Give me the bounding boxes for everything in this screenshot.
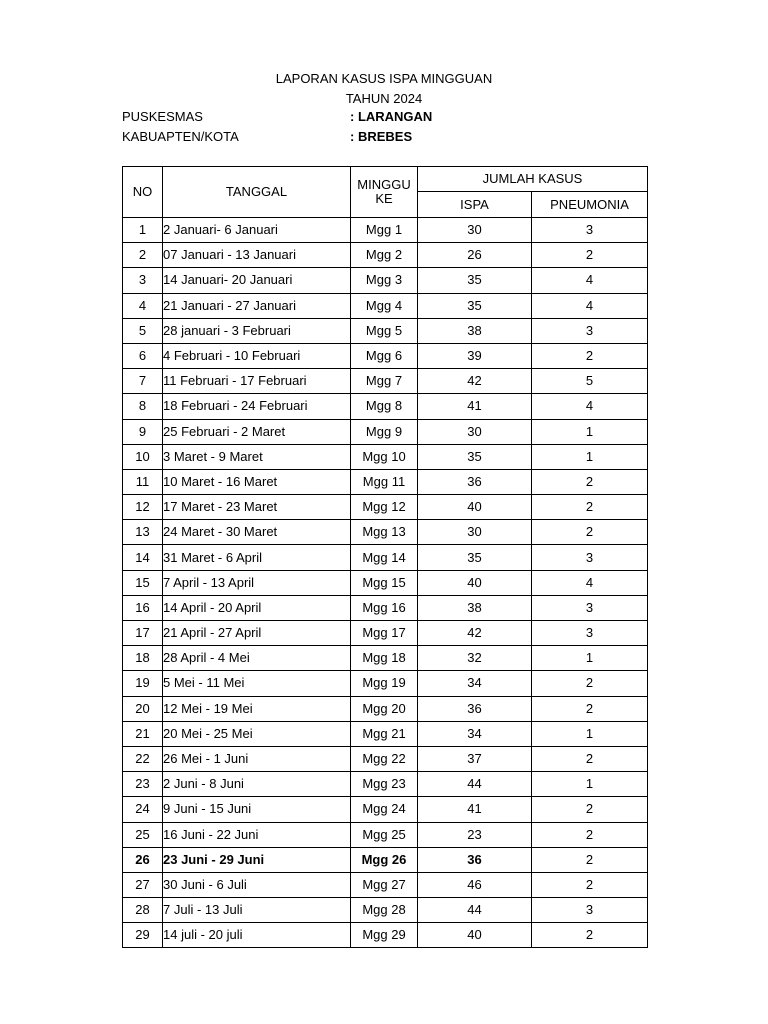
cell-minggu: Mgg 11 [351, 469, 418, 494]
cell-ispa: 36 [418, 696, 532, 721]
cell-pneumonia: 2 [532, 746, 648, 771]
cell-ispa: 36 [418, 847, 532, 872]
cell-ispa: 30 [418, 419, 532, 444]
cell-no: 23 [123, 772, 163, 797]
cell-minggu: Mgg 26 [351, 847, 418, 872]
cell-minggu: Mgg 25 [351, 822, 418, 847]
table-row [123, 923, 648, 948]
cell-minggu: Mgg 7 [351, 369, 418, 394]
cell-no: 17 [123, 621, 163, 646]
header-no: NO [123, 167, 163, 218]
cell-ispa: 34 [418, 721, 532, 746]
cell-ispa: 35 [418, 268, 532, 293]
cell-ispa: 35 [418, 545, 532, 570]
cell-pneumonia: 1 [532, 646, 648, 671]
cell-minggu: Mgg 20 [351, 696, 418, 721]
cell-pneumonia: 2 [532, 469, 648, 494]
cell-no: 24 [123, 797, 163, 822]
cell-no: 11 [123, 469, 163, 494]
table-row [123, 419, 648, 444]
cell-pneumonia: 2 [532, 797, 648, 822]
cell-tanggal: 2 Januari- 6 Januari [163, 218, 351, 243]
cell-ispa: 32 [418, 646, 532, 671]
table-row [123, 772, 648, 797]
cell-minggu: Mgg 9 [351, 419, 418, 444]
table-row [123, 898, 648, 923]
cell-ispa: 37 [418, 746, 532, 771]
cell-no: 7 [123, 369, 163, 394]
header-pneumonia: PNEUMONIA [532, 192, 648, 218]
cell-minggu: Mgg 15 [351, 570, 418, 595]
cell-ispa: 40 [418, 923, 532, 948]
cell-ispa: 34 [418, 671, 532, 696]
cell-tanggal: 21 Januari - 27 Januari [163, 293, 351, 318]
cell-no: 3 [123, 268, 163, 293]
cell-minggu: Mgg 23 [351, 772, 418, 797]
puskesmas-value: : LARANGAN [350, 109, 433, 124]
cell-no: 28 [123, 898, 163, 923]
cell-tanggal: 31 Maret - 6 April [163, 545, 351, 570]
report-title: LAPORAN KASUS ISPA MINGGUAN [275, 71, 493, 86]
cell-pneumonia: 4 [532, 268, 648, 293]
cell-tanggal: 4 Februari - 10 Februari [163, 343, 351, 368]
table-row [123, 746, 648, 771]
cell-minggu: Mgg 13 [351, 520, 418, 545]
cell-minggu: Mgg 27 [351, 872, 418, 897]
cell-minggu: Mgg 1 [351, 218, 418, 243]
cell-no: 12 [123, 495, 163, 520]
cell-no: 2 [123, 243, 163, 268]
table-row [123, 469, 648, 494]
cell-tanggal: 3 Maret - 9 Maret [163, 444, 351, 469]
table-row [123, 595, 648, 620]
cell-minggu: Mgg 22 [351, 746, 418, 771]
table-row [123, 872, 648, 897]
cell-ispa: 36 [418, 469, 532, 494]
cell-tanggal: 25 Februari - 2 Maret [163, 419, 351, 444]
cell-tanggal: 10 Maret - 16 Maret [163, 469, 351, 494]
cell-no: 20 [123, 696, 163, 721]
cell-tanggal: 23 Juni - 29 Juni [163, 847, 351, 872]
cell-tanggal: 30 Juni - 6 Juli [163, 872, 351, 897]
cell-minggu: Mgg 21 [351, 721, 418, 746]
cell-no: 14 [123, 545, 163, 570]
cell-minggu: Mgg 2 [351, 243, 418, 268]
cell-pneumonia: 3 [532, 218, 648, 243]
table-body [123, 218, 648, 948]
cell-no: 10 [123, 444, 163, 469]
cell-pneumonia: 2 [532, 343, 648, 368]
table-row [123, 520, 648, 545]
cell-no: 6 [123, 343, 163, 368]
cell-pneumonia: 1 [532, 444, 648, 469]
cell-no: 27 [123, 872, 163, 897]
cell-ispa: 44 [418, 772, 532, 797]
cell-pneumonia: 2 [532, 696, 648, 721]
cell-no: 22 [123, 746, 163, 771]
cell-minggu: Mgg 17 [351, 621, 418, 646]
cell-no: 9 [123, 419, 163, 444]
table-row [123, 822, 648, 847]
table-row [123, 797, 648, 822]
table-row [123, 495, 648, 520]
header-jumlah-kasus: JUMLAH KASUS [418, 167, 648, 192]
cell-pneumonia: 2 [532, 923, 648, 948]
header-tanggal: TANGGAL [163, 167, 351, 218]
cell-no: 26 [123, 847, 163, 872]
cell-ispa: 41 [418, 394, 532, 419]
cell-ispa: 40 [418, 570, 532, 595]
cell-ispa: 41 [418, 797, 532, 822]
cell-pneumonia: 3 [532, 621, 648, 646]
cell-no: 18 [123, 646, 163, 671]
cell-pneumonia: 1 [532, 721, 648, 746]
cell-tanggal: 17 Maret - 23 Maret [163, 495, 351, 520]
table-row [123, 444, 648, 469]
cell-ispa: 35 [418, 444, 532, 469]
cell-pneumonia: 3 [532, 595, 648, 620]
table-row [123, 343, 648, 368]
cell-no: 29 [123, 923, 163, 948]
cell-pneumonia: 2 [532, 495, 648, 520]
cell-tanggal: 21 April - 27 April [163, 621, 351, 646]
cell-minggu: Mgg 16 [351, 595, 418, 620]
cell-tanggal: 28 April - 4 Mei [163, 646, 351, 671]
table-row [123, 318, 648, 343]
cell-ispa: 40 [418, 495, 532, 520]
cell-pneumonia: 5 [532, 369, 648, 394]
cell-no: 16 [123, 595, 163, 620]
cell-tanggal: 9 Juni - 15 Juni [163, 797, 351, 822]
cell-minggu: Mgg 29 [351, 923, 418, 948]
cell-minggu: Mgg 5 [351, 318, 418, 343]
cell-minggu: Mgg 19 [351, 671, 418, 696]
cell-ispa: 38 [418, 318, 532, 343]
cell-ispa: 44 [418, 898, 532, 923]
cell-tanggal: 12 Mei - 19 Mei [163, 696, 351, 721]
cell-tanggal: 28 januari - 3 Februari [163, 318, 351, 343]
cell-pneumonia: 3 [532, 898, 648, 923]
cell-ispa: 30 [418, 520, 532, 545]
cell-minggu: Mgg 4 [351, 293, 418, 318]
cell-ispa: 26 [418, 243, 532, 268]
cell-pneumonia: 4 [532, 293, 648, 318]
cell-minggu: Mgg 12 [351, 495, 418, 520]
cell-ispa: 30 [418, 218, 532, 243]
cell-tanggal: 18 Februari - 24 Februari [163, 394, 351, 419]
cell-minggu: Mgg 10 [351, 444, 418, 469]
cell-tanggal: 14 April - 20 April [163, 595, 351, 620]
cell-tanggal: 14 juli - 20 juli [163, 923, 351, 948]
table-row [123, 369, 648, 394]
cell-tanggal: 20 Mei - 25 Mei [163, 721, 351, 746]
table-row [123, 394, 648, 419]
cell-tanggal: 14 Januari- 20 Januari [163, 268, 351, 293]
cell-no: 1 [123, 218, 163, 243]
cell-no: 5 [123, 318, 163, 343]
cell-no: 4 [123, 293, 163, 318]
cell-pneumonia: 2 [532, 872, 648, 897]
table-row [123, 545, 648, 570]
puskesmas-label: PUSKESMAS [122, 109, 203, 124]
cell-tanggal: 11 Februari - 17 Februari [163, 369, 351, 394]
cell-pneumonia: 2 [532, 243, 648, 268]
table-row [123, 570, 648, 595]
cell-no: 19 [123, 671, 163, 696]
table-row [123, 218, 648, 243]
report-year: TAHUN 2024 [345, 91, 423, 106]
cell-minggu: Mgg 8 [351, 394, 418, 419]
header-ispa: ISPA [418, 192, 532, 218]
table-row [123, 293, 648, 318]
cell-tanggal: 7 Juli - 13 Juli [163, 898, 351, 923]
cell-no: 25 [123, 822, 163, 847]
kabupaten-label: KABUAPTEN/KOTA [122, 129, 239, 144]
table-row [123, 721, 648, 746]
cell-no: 13 [123, 520, 163, 545]
cell-tanggal: 26 Mei - 1 Juni [163, 746, 351, 771]
kabupaten-value: : BREBES [350, 129, 413, 144]
cell-tanggal: 5 Mei - 11 Mei [163, 671, 351, 696]
table-row [123, 243, 648, 268]
cell-tanggal: 16 Juni - 22 Juni [163, 822, 351, 847]
ispa-case-table [122, 166, 648, 948]
cell-tanggal: 7 April - 13 April [163, 570, 351, 595]
cell-tanggal: 24 Maret - 30 Maret [163, 520, 351, 545]
cell-tanggal: 07 Januari - 13 Januari [163, 243, 351, 268]
table-row [123, 268, 648, 293]
header-minggu-ke: MINGGU KE [351, 167, 418, 218]
cell-minggu: Mgg 3 [351, 268, 418, 293]
cell-pneumonia: 1 [532, 419, 648, 444]
cell-tanggal: 2 Juni - 8 Juni [163, 772, 351, 797]
cell-no: 8 [123, 394, 163, 419]
cell-minggu: Mgg 24 [351, 797, 418, 822]
cell-ispa: 42 [418, 621, 532, 646]
cell-ispa: 38 [418, 595, 532, 620]
cell-ispa: 46 [418, 872, 532, 897]
cell-ispa: 23 [418, 822, 532, 847]
cell-no: 21 [123, 721, 163, 746]
cell-pneumonia: 2 [532, 671, 648, 696]
cell-pneumonia: 2 [532, 520, 648, 545]
cell-pneumonia: 4 [532, 570, 648, 595]
table-row [123, 696, 648, 721]
cell-pneumonia: 2 [532, 822, 648, 847]
cell-ispa: 39 [418, 343, 532, 368]
cell-pneumonia: 1 [532, 772, 648, 797]
cell-ispa: 42 [418, 369, 532, 394]
table-row [123, 671, 648, 696]
cell-pneumonia: 3 [532, 545, 648, 570]
cell-minggu: Mgg 18 [351, 646, 418, 671]
cell-minggu: Mgg 14 [351, 545, 418, 570]
cell-pneumonia: 4 [532, 394, 648, 419]
cell-pneumonia: 2 [532, 847, 648, 872]
cell-minggu: Mgg 6 [351, 343, 418, 368]
table-row [123, 621, 648, 646]
table-row [123, 646, 648, 671]
cell-pneumonia: 3 [532, 318, 648, 343]
cell-no: 15 [123, 570, 163, 595]
cell-ispa: 35 [418, 293, 532, 318]
table-row [123, 847, 648, 872]
cell-minggu: Mgg 28 [351, 898, 418, 923]
